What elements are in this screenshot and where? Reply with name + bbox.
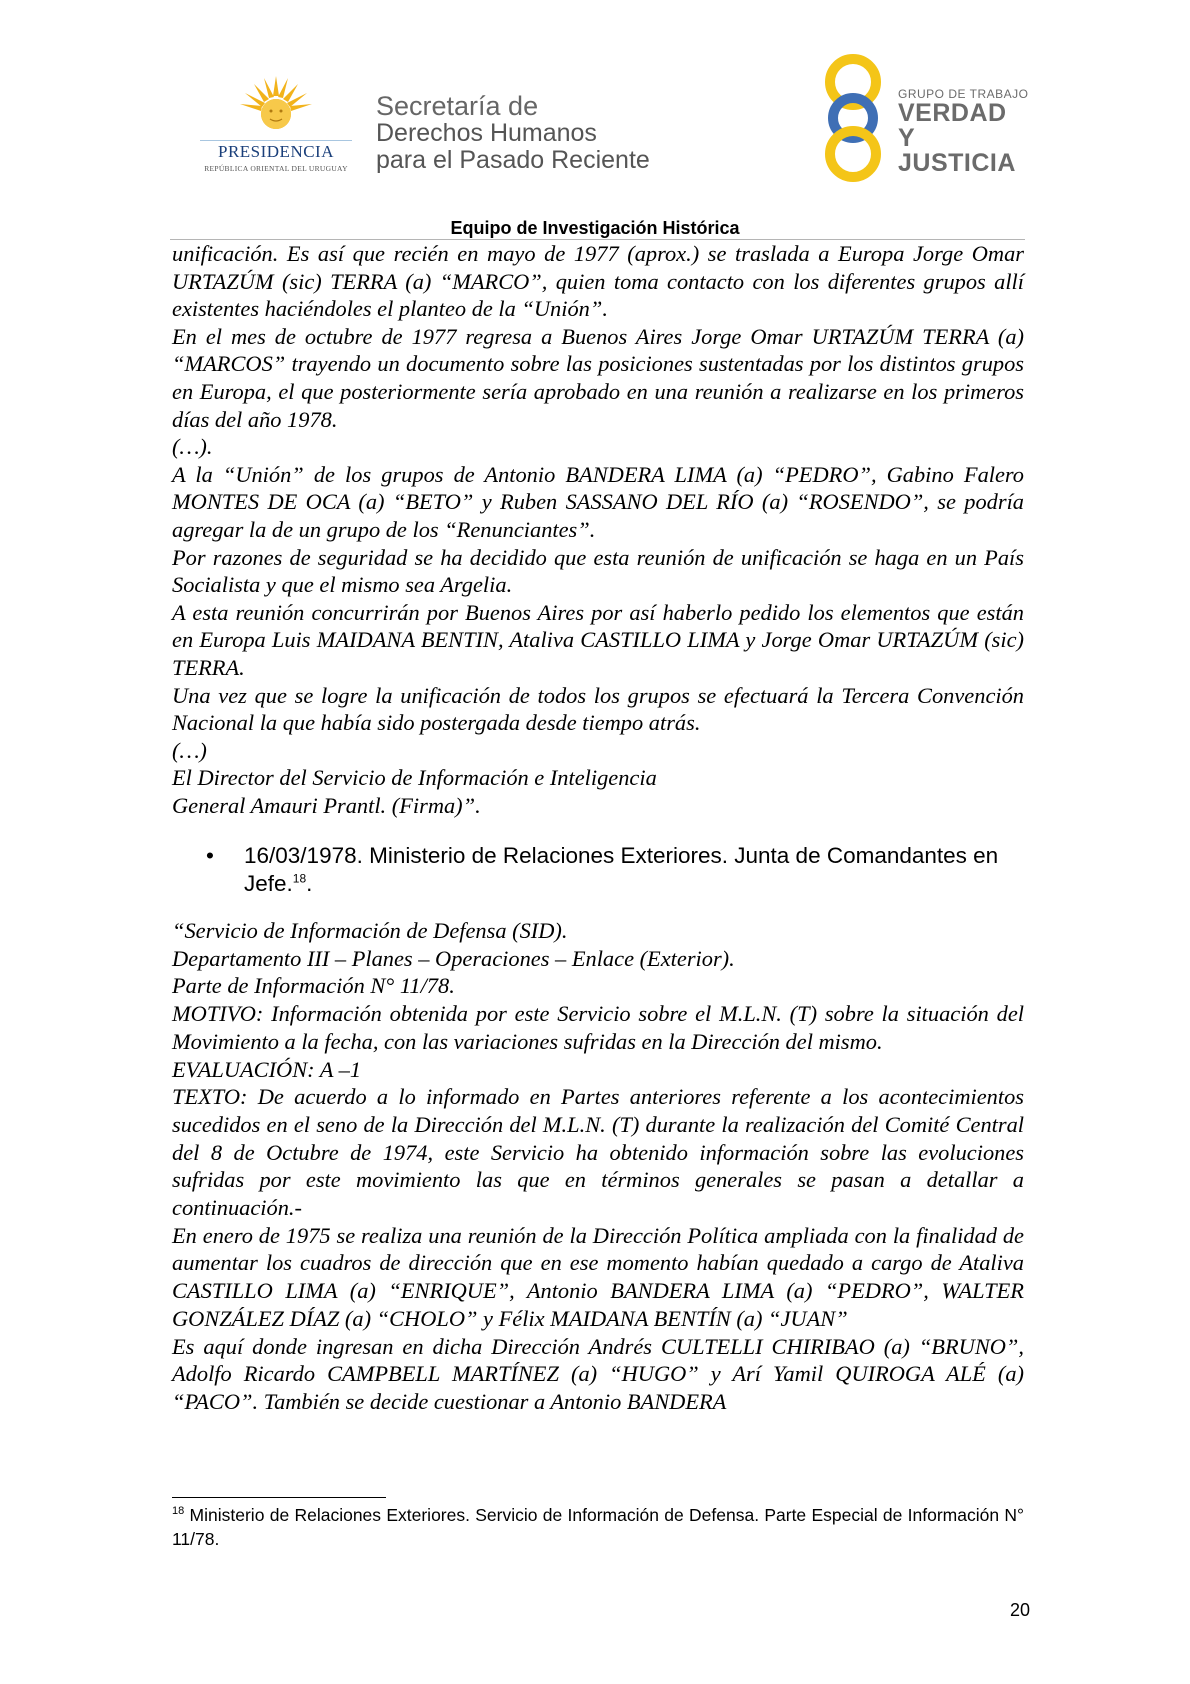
- secretaria-line-3: para el Pasado Reciente: [376, 146, 650, 174]
- presidencia-subtitle: REPÚBLICA ORIENTAL DEL URUGUAY: [204, 164, 348, 173]
- paragraph: EVALUACIÓN: A –1: [172, 1056, 362, 1082]
- paragraph: (…).: [172, 434, 213, 460]
- secretaria-line-2: Derechos Humanos: [376, 119, 597, 147]
- paragraph: En enero de 1975 se realiza una reunión de la Dirección Política ampliada con la finalidad de aumentar los cuadros de dirección que en ese momento habían quedado a cargo de Ataliva CASTILLO LIMA (a) “ENRIQUE”, Antonio BANDERA LIMA (a) “PEDRO”, WALTER GONZÁLEZ DÍAZ (a) “CHOLO” y Félix MAIDANA BENTÍN (a) “JUAN”: [172, 1222, 1024, 1331]
- bullet-icon: •: [206, 843, 214, 868]
- grupo-line-1: GRUPO DE TRABAJO: [898, 87, 1029, 101]
- paragraph: Departamento III – Planes – Operaciones – Enlace (Exterior).: [172, 945, 735, 971]
- presidencia-divider: [200, 140, 352, 141]
- paragraph: En el mes de octubre de 1977 regresa a Buenos Aires Jorge Omar URTAZÚM TERRA (a) “MARCOS” trayendo un documento sobre las posiciones sustentadas por los distintos grupos en Europa, el que posteriormente sería aprobado en una reunión a realizarse en los primeros días del año 1978.: [172, 323, 1024, 432]
- verdad-justicia-logo: [820, 54, 1030, 182]
- bullet-text: [244, 842, 1024, 898]
- secretaria-logo-text: [376, 92, 650, 174]
- grupo-line-2: VERDAD Y: [898, 99, 1007, 152]
- paragraph: Es aquí donde ingresan en dicha Dirección Andrés CULTELLI CHIRIBAO (a) “BRUNO”, Adolfo Ricardo CAMPBELL MARTÍNEZ (a) “HUGO” y Arí Yamil QUIROGA ALÉ (a) “PACO”. También se decide cuestionar a Antonio BANDERA: [172, 1333, 1024, 1414]
- quoted-report-section-2: [172, 917, 1024, 1416]
- footnote-number: 18: [172, 1505, 185, 1518]
- sun-emblem-icon: [234, 74, 318, 138]
- footnote-reference-link[interactable]: 18: [292, 871, 307, 886]
- footnote: [172, 1504, 1024, 1551]
- chain-links-icon: [820, 54, 890, 182]
- paragraph: TEXTO: De acuerdo a lo informado en Partes anteriores referente a los acontecimientos sucedidos en el seno de la Dirección del M.L.N. (T) durante la realización del Comité Central del 8 de Octubre de 1974, este Servicio ha obtenido información sobre las evoluciones sufridas por este movimiento las que en términos generales se pasan a detallar a continuación.-: [172, 1084, 1024, 1221]
- grupo-trabajo-text: [898, 87, 1030, 176]
- bullet-suffix: .: [306, 871, 313, 896]
- team-title: Equipo de Investigación Histórica: [450, 218, 740, 238]
- paragraph: unificación. Es así que recién en mayo de 1977 (aprox.) se traslada a Europa Jorge Omar URTAZÚM (sic) TERRA (a) “MARCO”, quien toma contacto con los diferentes grupos allí existentes haciéndoles el planteo de la “Unión”.: [172, 241, 1024, 322]
- secretaria-line-1: Secretaría de: [376, 91, 539, 121]
- paragraph: A la “Unión” de los grupos de Antonio BANDERA LIMA (a) “PEDRO”, Gabino Falero MONTES DE OCA (a) “BETO” y Ruben SASSANO DEL RÍO (a) “ROSENDO”, se podría agregar la de un grupo de los “Renunciantes”.: [172, 461, 1024, 542]
- paragraph: (…): [172, 737, 207, 763]
- paragraph: Parte de Información N° 11/78.: [172, 973, 455, 999]
- paragraph: “Servicio de Información de Defensa (SID).: [172, 918, 568, 943]
- bullet-label: 16/03/1978. Ministerio de Relaciones Exteriores. Junta de Comandantes en Jefe.: [244, 843, 999, 896]
- paragraph: Una vez que se logre la unificación de todos los grupos se efectuará la Tercera Convención Nacional la que había sido postergada desde tiempo atrás.: [172, 682, 1024, 736]
- page-number: 20: [1009, 1600, 1030, 1620]
- footnote-separator: [172, 1497, 386, 1498]
- presidencia-name: PRESIDENCIA: [217, 142, 334, 161]
- footnote-text: Ministerio de Relaciones Exteriores. Servicio de Información de Defensa. Parte Especial de Información N° 11/78.: [172, 1505, 1024, 1549]
- paragraph: El Director del Servicio de Información e Inteligencia: [172, 765, 657, 791]
- paragraph: General Amauri Prantl. (Firma)”.: [172, 792, 481, 818]
- page-header: [0, 0, 1190, 200]
- paragraph: A esta reunión concurrirán por Buenos Aires por así haberlo pedido los elementos que están en Europa Luis MAIDANA BENTIN, Ataliva CASTILLO LIMA y Jorge Omar URTAZÚM (sic) TERRA.: [172, 599, 1024, 680]
- grupo-line-3: JUSTICIA: [898, 149, 1016, 177]
- presidencia-logo: [196, 74, 356, 174]
- paragraph: Por razones de seguridad se ha decidido que esta reunión de unificación se haga en un País Socialista y que el mismo sea Argelia.: [172, 544, 1024, 598]
- quoted-report-section-1: [172, 240, 1024, 819]
- paragraph: MOTIVO: Información obtenida por este Servicio sobre el M.L.N. (T) sobre la situación del Movimiento a la fecha, con las variaciones sufridas en la Dirección del mismo.: [172, 1001, 1024, 1054]
